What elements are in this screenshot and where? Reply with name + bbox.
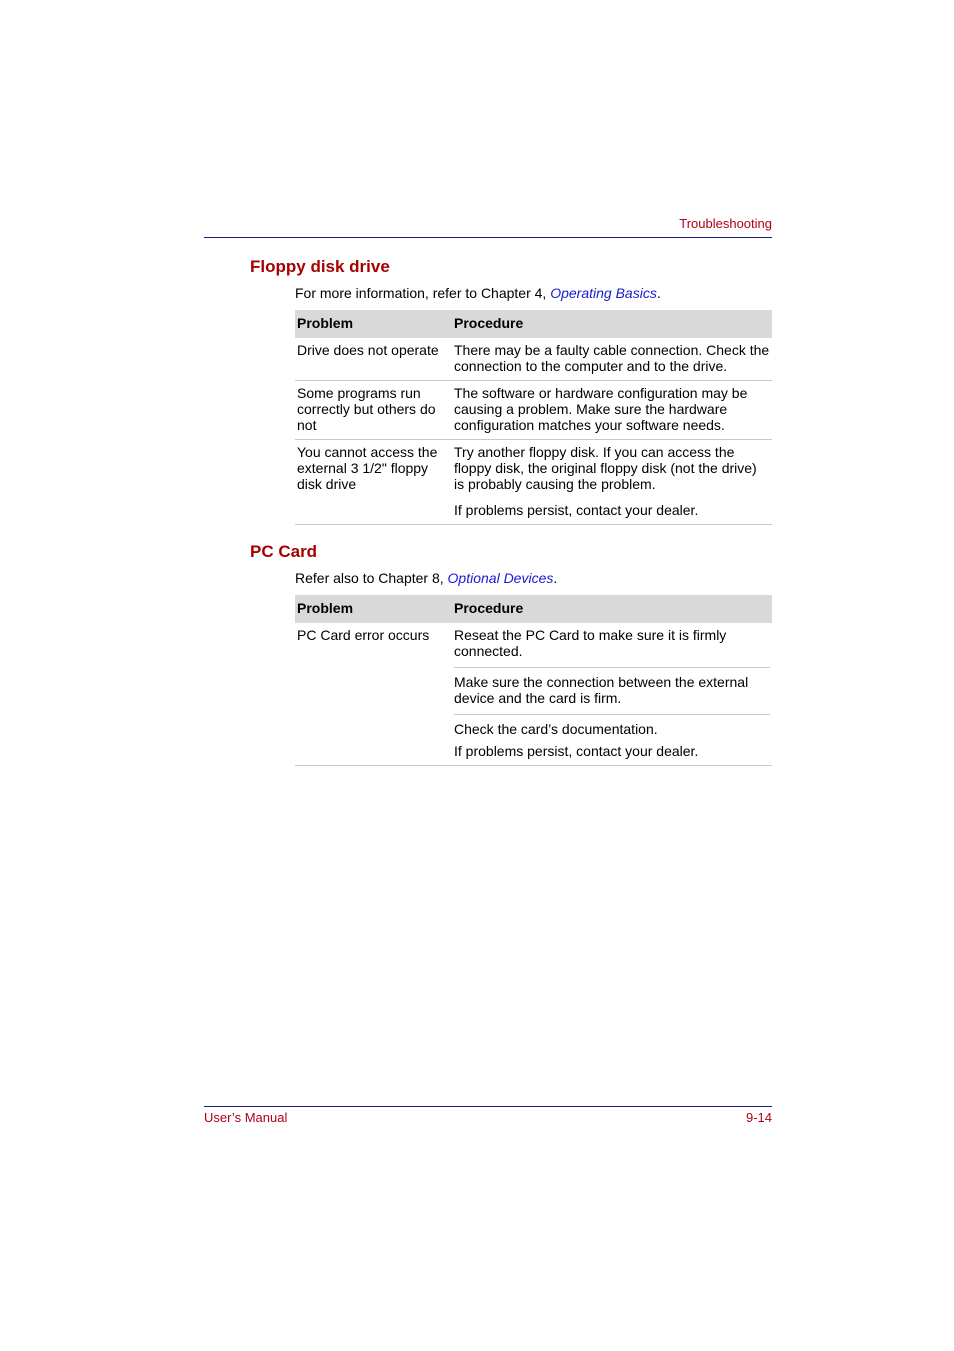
procedure-cell: The software or hardware configuration may be causing a problem. Make sure the hardware configuration matches your software needs. (448, 381, 772, 440)
problem-cell: PC Card error occurs (295, 623, 448, 766)
page-number: 9-14 (745, 1110, 772, 1125)
pccard-intro: Refer also to Chapter 8, Optional Devices. (295, 570, 558, 586)
column-header-problem: Problem (295, 595, 448, 623)
procedure-cell: Try another floppy disk. If you can access the floppy disk, the original floppy disk (not the drive) is probably causing the problem. If problems persist, contact your dealer. (448, 440, 772, 525)
header-rule (204, 237, 772, 238)
floppy-table (295, 310, 772, 525)
section-title-pccard: PC Card (250, 542, 318, 561)
table-row (295, 440, 772, 525)
link-operating-basics[interactable]: Operating Basics (550, 285, 657, 301)
procedure-cell: Reseat the PC Card to make sure it is firmly connected. Make sure the connection between the external device and the card is firm. Check the card’s documentation. If problems persist, contact your dealer. (448, 623, 772, 766)
table-row (295, 623, 772, 766)
problem-cell: You cannot access the external 3 1/2" floppy disk drive (295, 440, 448, 525)
pccard-table (295, 595, 772, 766)
footer-rule (204, 1106, 772, 1107)
problem-cell: Some programs run correctly but others do not (295, 381, 448, 440)
procedure-cell: There may be a faulty cable connection. Check the connection to the computer and to the drive. (448, 338, 772, 381)
column-header-procedure: Procedure (448, 310, 772, 338)
column-header-problem: Problem (295, 310, 448, 338)
footer-manual-title: User’s Manual (204, 1110, 288, 1125)
running-header: Troubleshooting (679, 216, 772, 231)
column-header-procedure: Procedure (448, 595, 772, 623)
problem-cell: Drive does not operate (295, 338, 448, 381)
link-optional-devices[interactable]: Optional Devices (447, 570, 554, 586)
section-title-floppy: Floppy disk drive (250, 257, 390, 276)
table-row (295, 381, 772, 440)
table-row (295, 338, 772, 381)
floppy-intro: For more information, refer to Chapter 4, Operating Basics. (295, 285, 661, 301)
